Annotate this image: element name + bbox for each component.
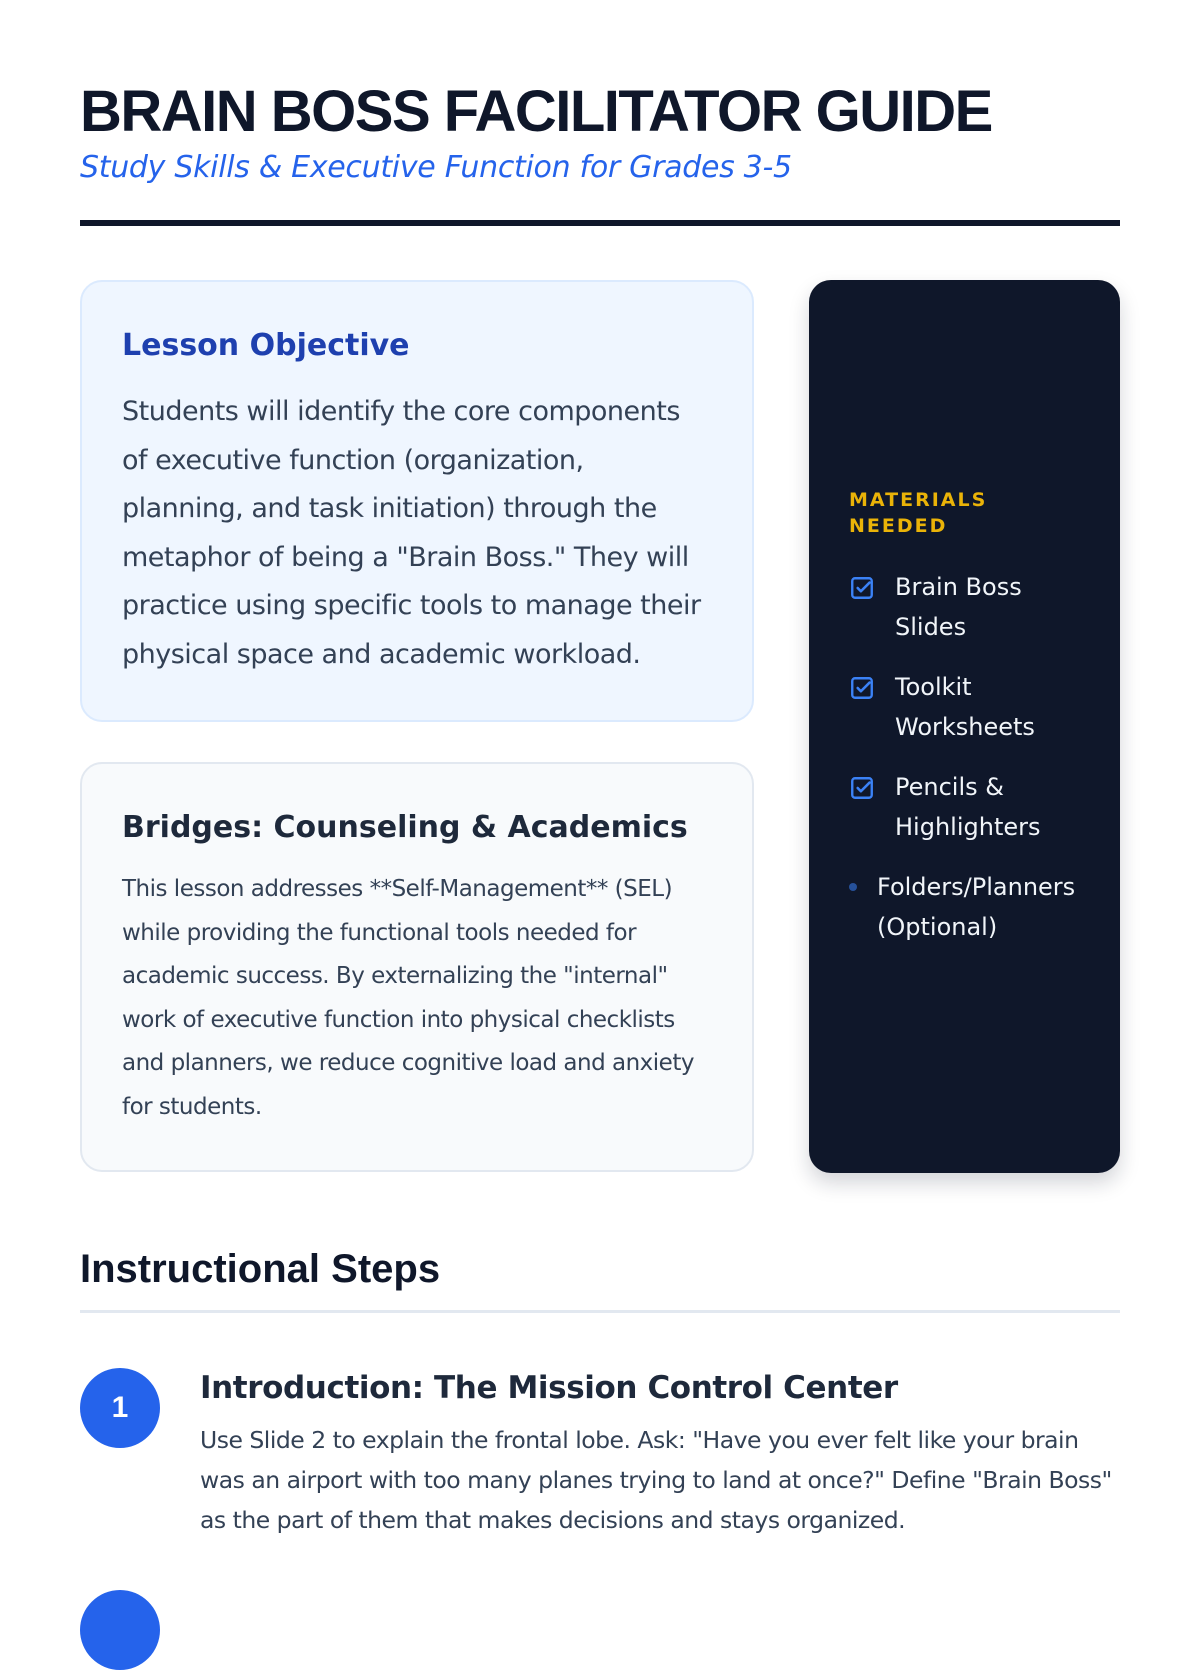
materials-item-worksheets	[849, 667, 1084, 747]
materials-item-label: Brain Boss Slides	[895, 572, 1022, 641]
materials-list	[849, 567, 1084, 967]
bridges-card	[80, 762, 754, 1172]
bridges-text: This lesson addresses **Self-Management** (SEL) while providing the functional tools needed for academic success. By externalizing the "internal" work of executive function into physical checklists and planners, we reduce cognitive load and anxiety for students.	[122, 876, 694, 1120]
instructional-step	[80, 1366, 1120, 1540]
checkbox-icon	[849, 775, 875, 801]
materials-card	[809, 280, 1120, 1173]
lesson-objective-title: Lesson Objective	[122, 328, 410, 363]
materials-item-slides	[849, 567, 1084, 647]
step-text: Use Slide 2 to explain the frontal lobe. Ask: "Have you ever felt like your brain was an airport with too many planes trying to land at once?" Define "Brain Boss" as the part of them that makes decisions and stays organized.	[200, 1426, 1112, 1534]
overview-grid	[80, 280, 1120, 1174]
page-subtitle: Study Skills & Executive Function for Grades 3-5	[80, 150, 792, 185]
lesson-objective-card	[80, 280, 754, 722]
checkbox-icon	[849, 575, 875, 601]
step-number-badge: 1	[80, 1368, 160, 1448]
instructional-steps-title: Instructional Steps	[80, 1247, 441, 1291]
lesson-objective-text: Students will identify the core components of executive function (organization, planning, and task initiation) through the metaphor of being a "Brain Boss." They will practice using specific tools to manage their physical space and academic workload.	[122, 396, 701, 670]
section-divider	[80, 1310, 1120, 1313]
next-step-badge	[80, 1590, 160, 1670]
materials-item-label: Pencils & Highlighters	[895, 772, 1041, 841]
overview-left-column	[80, 280, 754, 1172]
page-title: BRAIN BOSS FACILITATOR GUIDE	[80, 79, 992, 144]
materials-item-label: Folders/Planners (Optional)	[877, 872, 1076, 941]
materials-item-pencils	[849, 767, 1084, 847]
title-divider	[80, 220, 1120, 226]
materials-heading: MATERIALS NEEDED	[849, 488, 988, 537]
materials-item-folders	[849, 867, 1084, 947]
checkbox-icon	[849, 675, 875, 701]
bridges-title: Bridges: Counseling & Academics	[122, 810, 688, 845]
step-title: Introduction: The Mission Control Center	[200, 1370, 898, 1406]
dot-icon	[849, 883, 857, 891]
materials-item-label: Toolkit Worksheets	[895, 672, 1035, 741]
